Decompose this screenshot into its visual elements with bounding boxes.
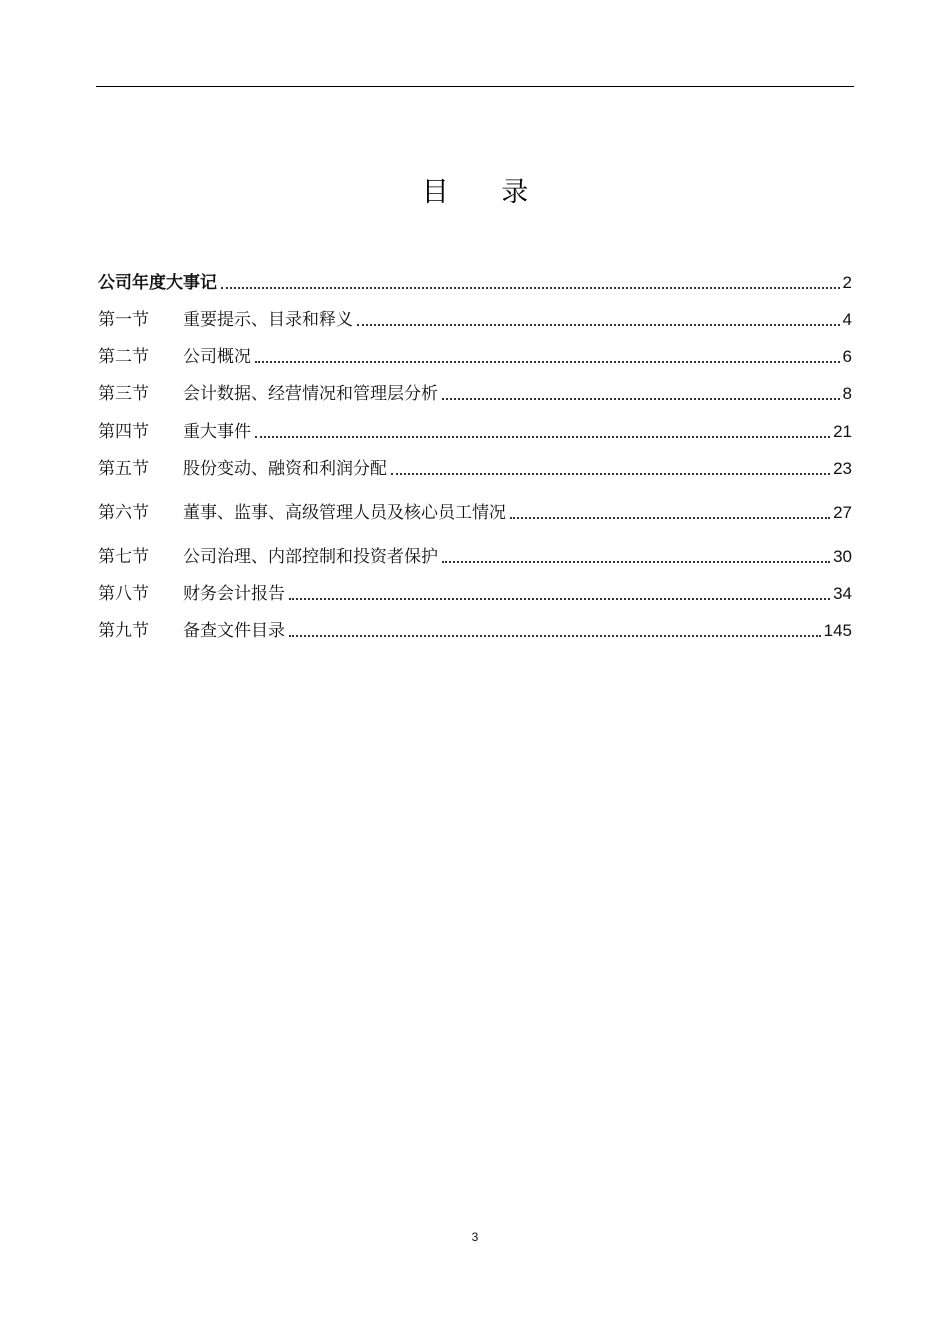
toc-page-number: 23	[833, 459, 852, 478]
toc-section-label: 第七节	[98, 547, 149, 567]
toc-title: 目 录	[421, 177, 551, 208]
toc-list	[98, 0, 852, 700]
toc-entry-section-1[interactable]	[98, 308, 852, 332]
toc-page-number: 145	[823, 621, 852, 640]
toc-page-number: 21	[833, 422, 852, 441]
toc-page-number: 4	[842, 310, 852, 329]
toc-entry-text: 重大事件	[183, 422, 251, 442]
toc-entry-events[interactable]	[98, 271, 852, 295]
toc-leader-dots	[510, 517, 830, 519]
toc-leader-dots	[442, 398, 840, 400]
toc-entry-text: 财务会计报告	[183, 584, 285, 604]
toc-page-number: 8	[842, 384, 852, 403]
toc-page-number: 30	[833, 547, 852, 566]
toc-leader-dots	[289, 598, 830, 600]
toc-entry-section-6[interactable]	[98, 501, 852, 525]
toc-leader-dots	[289, 635, 821, 637]
toc-leader-dots	[255, 361, 840, 363]
page-number: 3	[471, 1230, 479, 1244]
toc-entry-text: 公司治理、内部控制和投资者保护	[183, 547, 438, 567]
toc-entry-text: 公司年度大事记	[98, 273, 217, 293]
toc-page-number: 27	[833, 503, 852, 522]
toc-leader-dots	[391, 473, 830, 475]
toc-page-number: 34	[833, 584, 852, 603]
toc-section-label: 第一节	[98, 310, 149, 330]
toc-section-label: 第八节	[98, 584, 149, 604]
toc-section-label: 第二节	[98, 347, 149, 367]
toc-entry-text: 股份变动、融资和利润分配	[183, 459, 387, 479]
toc-entry-section-8[interactable]	[98, 582, 852, 606]
toc-leader-dots	[221, 287, 840, 289]
toc-section-label: 第三节	[98, 384, 149, 404]
toc-leader-dots	[442, 561, 830, 563]
toc-entry-section-5[interactable]	[98, 457, 852, 481]
toc-entry-text: 重要提示、目录和释义	[183, 310, 353, 330]
toc-leader-dots	[357, 324, 840, 326]
toc-section-label: 第四节	[98, 422, 149, 442]
toc-entry-section-9[interactable]	[98, 619, 852, 643]
toc-page-number: 6	[842, 347, 852, 366]
toc-entry-section-2[interactable]	[98, 345, 852, 369]
toc-entry-section-3[interactable]	[98, 382, 852, 406]
toc-entry-section-7[interactable]	[98, 545, 852, 569]
toc-page-number: 2	[842, 273, 852, 292]
toc-entry-text: 董事、监事、高级管理人员及核心员工情况	[183, 503, 506, 523]
toc-entry-text: 公司概况	[183, 347, 251, 367]
toc-section-label: 第六节	[98, 503, 149, 523]
toc-leader-dots	[255, 436, 830, 438]
toc-entry-section-4[interactable]	[98, 420, 852, 444]
toc-entry-text: 会计数据、经营情况和管理层分析	[183, 384, 438, 404]
toc-section-label: 第九节	[98, 621, 149, 641]
toc-section-label: 第五节	[98, 459, 149, 479]
toc-entry-text: 备查文件目录	[183, 621, 285, 641]
